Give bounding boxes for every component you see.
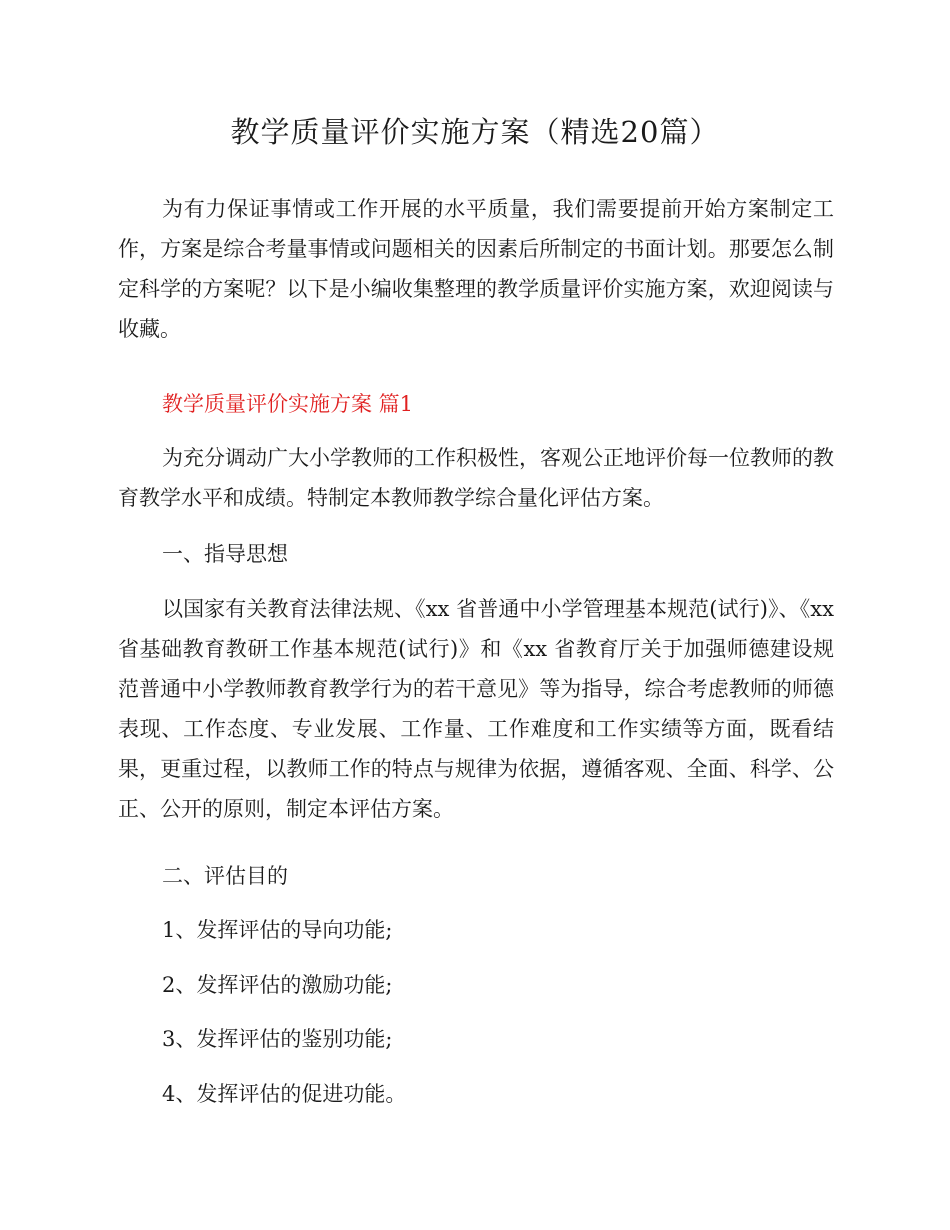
list-item: 3、发挥评估的鉴别功能;	[162, 1027, 393, 1051]
guiding-heading: 一、指导思想	[162, 542, 288, 566]
list-item: 4、发挥评估的促进功能。	[162, 1082, 407, 1106]
list-item: 1、发挥评估的导向功能;	[162, 918, 393, 942]
intro-paragraph: 为有力保证事情或工作开展的水平质量，我们需要提前开始方案制定工作，方案是综合考量事情或问题相关的因素后所制定的书面计划。那要怎么制定科学的方案呢？以下是小编收集整理的教学质量评价实施方案，欢迎阅读与收藏。	[118, 197, 834, 341]
document-title: 教学质量评价实施方案（精选20篇）	[230, 115, 720, 149]
purpose-heading: 二、评估目的	[162, 864, 288, 888]
list-item: 2、发挥评估的激励功能;	[162, 973, 393, 997]
guiding-paragraph: 以国家有关教育法律法规、《xx 省普通中小学管理基本规范(试行)》、《xx 省基础教育教研工作基本规范(试行)》和《xx 省教育厅关于加强师德建设规范普通中小学教师教育教学行为的若干意见》等为指导，综合考虑教师的师德表现、工作态度、专业发展、工作量、工作难度和工作实绩等方面，既看结果，更重过程，以教师工作的特点与规律为依据，遵循客观、全面、科学、公正、公开的原则，制定本评估方案。	[118, 597, 834, 821]
section-heading: 教学质量评价实施方案 篇1	[162, 392, 414, 416]
body-paragraph: 为充分调动广大小学教师的工作积极性，客观公正地评价每一位教师的教育教学水平和成绩。特制定本教师教学综合量化评估方案。	[118, 446, 834, 510]
